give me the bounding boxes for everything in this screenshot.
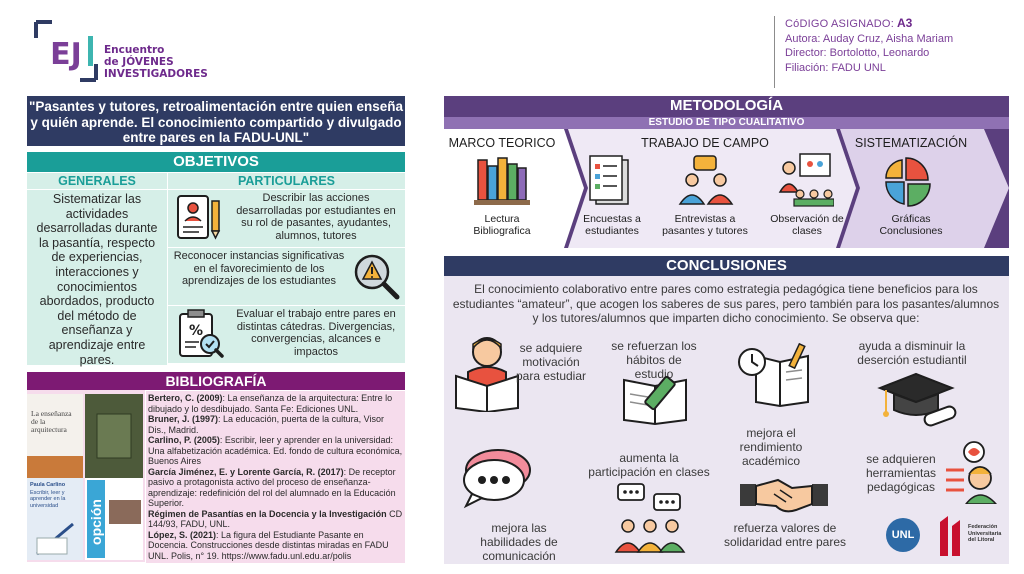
evaluation-clipboard-icon bbox=[174, 308, 226, 360]
logo-text bbox=[104, 44, 208, 80]
feu-logo bbox=[938, 514, 1004, 558]
particular-text-2: Reconocer instancias significativas en el favorecimiento de los aprendizajes de los estudiantes bbox=[173, 250, 345, 288]
conclusion-habitos: se refuerzan los hábitos de estudio bbox=[611, 339, 697, 381]
metodologia-subheading: ESTUDIO DE TIPO CUALITATIVO bbox=[444, 117, 1009, 129]
generales-heading: GENERALES bbox=[27, 173, 167, 189]
particular-text-1: Describir las acciones desarrolladas por estudiantes en su rol de pasantes, ayudantes, alumnos, tutores bbox=[236, 192, 396, 242]
book-cover-1 bbox=[27, 394, 83, 478]
bib-entry: Carlino, P. (2005): Escribir, leer y aprender en la universidad: Una alfabetización académica. Ed. fondo de cultura económica, Buenos Aires bbox=[148, 435, 403, 466]
handshake-icon bbox=[738, 472, 830, 516]
particular-objective-2 bbox=[168, 248, 405, 305]
conclusion-participacion: aumenta la participación en clases bbox=[588, 451, 710, 479]
conclusion-comunicacion: mejora las habilidades de comunicación bbox=[480, 521, 558, 563]
conclusion-desercion: ayuda a disminuir la deserción estudiantil bbox=[857, 339, 967, 367]
interview-icon bbox=[678, 154, 734, 208]
bib-entry: Régimen de Pasantías en la Docencia y la Investigación CD 144/93, FADU, UNL. bbox=[148, 508, 403, 529]
step-marco-teorico: MARCO TEORICO bbox=[448, 136, 556, 150]
conclusiones-heading: CONCLUSIONES bbox=[444, 256, 1009, 276]
conclusion-herramientas: se adquieren herramientas pedagógicas bbox=[865, 452, 937, 494]
conclusion-solidaridad: refuerza valores de solidaridad entre pares bbox=[723, 521, 847, 549]
logo-line-2: de JÓVENES bbox=[104, 56, 174, 68]
conclusion-rendimiento: mejora el rendimiento académico bbox=[739, 426, 803, 468]
met-item-graficas: Gráficas Conclusiones bbox=[879, 213, 943, 237]
general-objective: Sistematizar las actividades desarrolladas durante la pasantía, respecto de experiencias, interacciones y conocimientos abordados, producto del método de enseñanza y aprendizaje entre pares. bbox=[27, 190, 167, 365]
speech-bubble-icon bbox=[460, 446, 532, 510]
eji-logo bbox=[30, 18, 102, 84]
affiliation-line: Filiación: FADU UNL bbox=[785, 61, 886, 74]
study-materials-icon bbox=[736, 342, 820, 408]
met-item-entrevistas: Entrevistas a pasantes y tutores bbox=[662, 213, 748, 237]
step-trabajo-de-campo: TRABAJO DE CAMPO bbox=[641, 136, 769, 150]
feu-logo-text: Federación Universitaria del Litoral bbox=[968, 524, 1002, 543]
logo-line-3: INVESTIGADORES bbox=[104, 68, 208, 80]
survey-icon bbox=[586, 154, 634, 208]
feu-mark-icon bbox=[938, 514, 966, 558]
unl-logo: UNL bbox=[886, 518, 920, 552]
bibliografia-heading: BIBLIOGRAFÍA bbox=[27, 372, 405, 390]
particulares-heading: PARTICULARES bbox=[168, 173, 405, 189]
bibliography-list bbox=[146, 391, 405, 563]
magnifier-warning-icon bbox=[350, 250, 404, 302]
author-line: Autora: Auday Cruz, Aisha Mariam bbox=[785, 32, 954, 45]
book-cover-3-subtitle: Escribir, leer y aprender en la universidad bbox=[30, 489, 66, 509]
poster-title: "Pasantes y tutores, retroalimentación entre quien enseña y quién aprende. El conocimiento compartido y divulgado entre pares en la FADU-UNL" bbox=[27, 96, 405, 146]
objetivos-heading: OBJETIVOS bbox=[27, 152, 405, 172]
charts-icon bbox=[884, 154, 938, 208]
conclusion-motivacion: se adquiere motivación para estudiar bbox=[515, 341, 587, 383]
director-line: Director: Bortolotto, Leonardo bbox=[785, 47, 930, 59]
teacher-tools-icon bbox=[944, 440, 1004, 504]
met-item-encuestas: Encuestas a estudiantes bbox=[583, 213, 641, 237]
code-label: CóDIGO ASIGNADO: bbox=[785, 18, 894, 30]
bib-entry: López, S. (2021): La figura del Estudiante Pasante en Docencia. Construcciones desde distintas miradas en FADU UNL. Polis, n° 19. https://www.fadu.unl.edu.ar/polis bbox=[148, 529, 389, 561]
book-cover-3 bbox=[27, 478, 83, 560]
books-icon bbox=[474, 156, 530, 206]
book-covers bbox=[27, 390, 145, 562]
bib-entry: Bruner, J. (1997): La educación, puerta de la cultura, Visor Dis., Madrid. bbox=[148, 414, 384, 435]
met-item-observacion: Observación de clases bbox=[770, 213, 844, 237]
book-cover-4-title: opción bbox=[88, 499, 104, 545]
step-sistematizacion: SISTEMATIZACIÓN bbox=[854, 136, 968, 150]
group-discussion-icon bbox=[614, 482, 686, 556]
book-cover-2 bbox=[85, 394, 143, 478]
book-cover-3-title: Paula Carlino bbox=[30, 482, 66, 488]
particular-objective-1 bbox=[168, 190, 405, 247]
particular-text-3: Evaluar el trabajo entre pares en distintas cátedras. Divergencias, convergencias, alcances e impactos bbox=[236, 308, 396, 358]
metodologia-heading: METODOLOGÍA bbox=[669, 97, 784, 114]
svg-text:%: % bbox=[188, 323, 204, 339]
resume-icon bbox=[174, 193, 226, 243]
classroom-observation-icon bbox=[778, 152, 834, 208]
code-value: A3 bbox=[897, 16, 913, 30]
graduation-cap-icon bbox=[876, 370, 960, 430]
bib-entry: García Jiménez, E. y Lorente García, R. (2017): De receptor pasivo a protagonista activo del proceso de enseñanza-aprendizaje: redefinición del rol del alumnado en la Educación Superior. bbox=[148, 466, 396, 508]
book-cover-4 bbox=[85, 478, 143, 560]
met-item-lectura: Lectura Bibliografica bbox=[473, 213, 531, 237]
author-info bbox=[774, 16, 1014, 88]
book-highlighter-icon bbox=[620, 370, 690, 426]
logo-line-1: Encuentro bbox=[104, 44, 165, 56]
particular-objective-3 bbox=[168, 306, 405, 363]
conclusiones-intro: El conocimiento colaborativo entre pares como estrategia pedagógica tiene beneficios para los estudiantes “amateur”, que acogen los saberes de sus pares, pero también para los pasantes/alumnos y los tutores/alumnos que imparten dicho conocimiento. Se observa que: bbox=[452, 282, 1000, 325]
bib-entry: Bertero, C. (2009): La enseñanza de la arquitectura: Entre lo dibujado y lo desdibujado. Santa Fe: Ediciones UNL. bbox=[148, 393, 393, 414]
book-cover-1-title: La enseñanza de la arquitectura bbox=[31, 409, 72, 434]
svg-text:EJ: EJ bbox=[50, 37, 82, 72]
